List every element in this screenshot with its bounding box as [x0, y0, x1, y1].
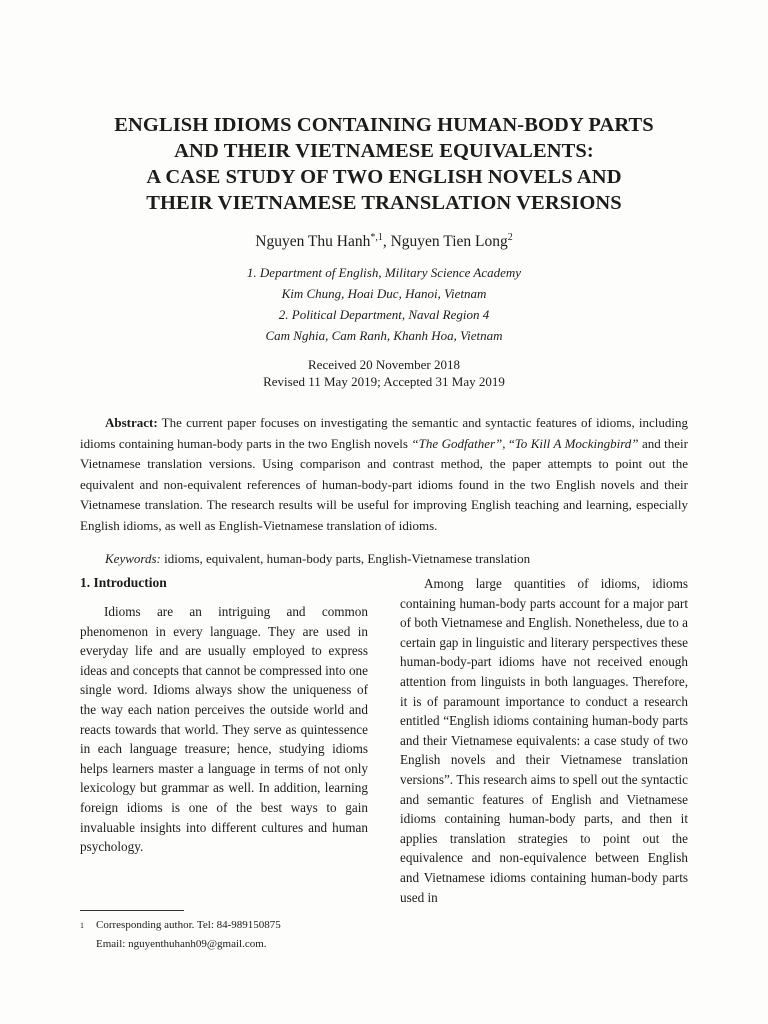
abstract: [80, 413, 688, 536]
body-paragraph: Idioms are an intriguing and common phenomenon in every language. They are used in everyday life and are usually employed to express ideas and concepts that cannot be compressed into one single word. Idioms always show the uniqueness of the way each nation perceives the outside world and reacts towards that world. They serve as quintessence in each language treasure; hence, studying idioms helps learners master a language in terms of not only lexicology but grammar as well. In addition, learning foreign idioms is one of the best ways to gain invaluable insights into different cultures and human psychology.: [80, 604, 368, 855]
author-separator: ,: [382, 233, 391, 251]
received-date: Received 20 November 2018: [308, 357, 460, 372]
paper-title: [40, 112, 728, 216]
title-line: A CASE STUDY OF TWO ENGLISH NOVELS AND: [146, 166, 622, 188]
footnote-line: [80, 916, 380, 935]
author-affiliation-mark: *,1: [370, 232, 383, 243]
footnote-mark: 1: [80, 921, 84, 930]
footnote-divider: [80, 910, 184, 911]
abstract-text: , “: [502, 435, 515, 451]
author-name: Nguyen Tien Long: [390, 233, 508, 251]
author-name: Nguyen Thu Hanh: [255, 233, 371, 251]
affiliation-line: Kim Chung, Hoai Duc, Hanoi, Vietnam: [281, 286, 487, 301]
affiliation-line: Cam Nghia, Cam Ranh, Khanh Hoa, Vietnam: [265, 328, 503, 343]
affiliation-line: 1. Department of English, Military Science Academy: [246, 265, 522, 280]
title-line: ENGLISH IDIOMS CONTAINING HUMAN-BODY PARTS: [114, 114, 654, 136]
left-column: [80, 574, 368, 857]
novel-title: To Kill A Mockingbird”: [514, 435, 639, 451]
footnote-email: Email: nguyenthuhanh09@gmail.com.: [96, 938, 267, 950]
title-line: THEIR VIETNAMESE TRANSLATION VERSIONS: [146, 192, 622, 214]
submission-dates: [40, 356, 728, 390]
abstract-text: The current paper focuses on investigating the semantic and syntactic features of idioms, including idioms containing human-body parts in the two English novels: [80, 415, 688, 451]
abstract-label: Abstract:: [105, 415, 158, 430]
author-line: [40, 232, 728, 251]
body-paragraph: Among large quantities of idioms, idioms containing human-body parts account for a major part of both Vietnamese and English. Nonetheless, due to a certain gap in linguistic and literary perspectives these human-body-part idioms have not received enough attention from linguists in both languages. Therefore, it is of paramount importance to conduct a research entitled “English idioms containing human-body parts and their Vietnamese equivalents: a case study of two English novels and their Vietnamese translation versions”. This research aims to spell out the syntactic and semantic features of English and Vietnamese idioms containing human-body parts, and then it applies translation strategies to point out the equivalence and non-equivalence between English and Vietnamese idioms containing human-body parts used in: [400, 576, 688, 905]
title-line: AND THEIR VIETNAMESE EQUIVALENTS:: [174, 140, 594, 162]
footnote: [80, 916, 380, 954]
affiliation-line: 2. Political Department, Naval Region 4: [278, 307, 490, 322]
novel-title: “The Godfather”: [411, 435, 503, 451]
abstract-text: and their Vietnamese translation versions. Using comparison and contrast method, the paper attempts to point out the equivalent and non-equivalent references of human-body-part idioms found in the two English novels and their Vietnamese translation. The research results will be useful for improving English teaching and learning, especially English idioms, as well as English-Vietnamese translation of idioms.: [80, 435, 688, 533]
keywords-text: idioms, equivalent, human-body parts, English-Vietnamese translation: [160, 551, 531, 566]
keywords: [80, 549, 688, 569]
footnote-contact-phone: Corresponding author. Tel: 84-989150875: [96, 919, 281, 931]
section-heading-introduction: 1. Introduction: [80, 575, 167, 590]
author-affiliation-mark: 2: [507, 232, 513, 243]
revised-accepted-date: Revised 11 May 2019; Accepted 31 May 2019: [263, 374, 505, 389]
right-column: [400, 574, 688, 907]
keywords-label: Keywords:: [105, 551, 161, 566]
affiliations: [40, 262, 728, 346]
